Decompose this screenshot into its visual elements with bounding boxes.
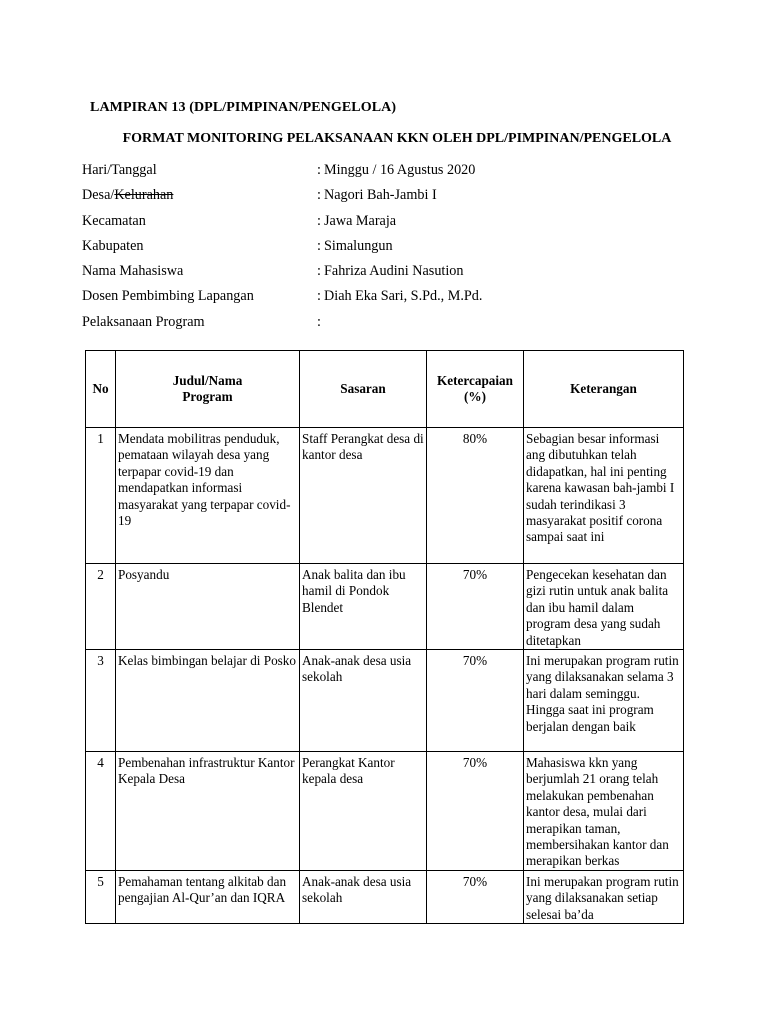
row-keterangan: Mahasiswa kkn yang berjumlah 21 orang telah melakukan pembenahan kantor desa, mulai dari merapikan taman, membersihakan kantor dan merapikan berkas	[524, 752, 684, 871]
form-title: FORMAT MONITORING PELAKSANAAN KKN OLEH DPL/PIMPINAN/PENGELOLA	[122, 131, 672, 146]
table-row	[86, 564, 684, 650]
header-sasaran: Sasaran	[300, 351, 427, 428]
row-judul: Mendata mobilitras penduduk, pemataan wilayah desa yang terpapar covid-19 dan mendapatkan informasi masyarakat yang terpapar covid-19	[116, 428, 300, 564]
monitoring-table	[85, 350, 684, 924]
row-no: 3	[86, 650, 116, 752]
row-no: 4	[86, 752, 116, 871]
desa-label	[82, 186, 173, 204]
row-judul: Kelas bimbingan belajar di Posko	[116, 650, 300, 752]
table-row	[86, 428, 684, 564]
row-no: 1	[86, 428, 116, 564]
info-row-mahasiswa	[82, 262, 642, 287]
header-judul-line2: Program	[182, 389, 233, 404]
table-row	[86, 752, 684, 871]
info-row-kecamatan	[82, 212, 642, 237]
kecamatan-value: Jawa Maraja	[324, 212, 397, 229]
hari-label: Hari/Tanggal	[82, 162, 157, 178]
table-header-row	[86, 351, 684, 428]
row-keterangan: Sebagian besar informasi ang dibutuhkan telah didapatkan, hal ini penting karena kawasan bah-jambi I sudah terindikasi 3 masyarakat positif corona sampai saat ini	[524, 428, 684, 564]
row-no: 5	[86, 870, 116, 923]
mahasiswa-colon: :	[317, 263, 321, 280]
info-block	[82, 161, 642, 338]
row-sasaran: Anak balita dan ibu hamil di Pondok Blendet	[300, 564, 427, 650]
dosen-value: Diah Eka Sari, S.Pd., M.Pd.	[324, 288, 483, 305]
kabupaten-value: Simalungun	[324, 237, 393, 254]
info-row-hari	[82, 161, 642, 186]
info-row-kabupaten	[82, 237, 642, 262]
row-ketercapaian: 80%	[427, 428, 524, 564]
pelaksanaan-label: Pelaksanaan Program	[82, 313, 205, 330]
header-capaian-line2: (%)	[464, 389, 486, 404]
header-ketercapaian	[427, 351, 524, 428]
info-row-desa	[82, 186, 642, 211]
desa-label-text: Desa/	[82, 187, 115, 204]
header-capaian-line1: Ketercapaian	[437, 372, 513, 388]
row-ketercapaian: 70%	[427, 650, 524, 752]
row-judul: Pembenahan infrastruktur Kantor Kepala Desa	[116, 752, 300, 871]
row-judul: Pemahaman tentang alkitab dan pengajian Al-Qur’an dan IQRA	[116, 870, 300, 923]
row-sasaran: Staff Perangkat desa di kantor desa	[300, 428, 427, 564]
hari-colon: :	[317, 162, 321, 178]
header-keterangan: Keterangan	[524, 351, 684, 428]
hari-value: Minggu / 16 Agustus 2020	[324, 162, 476, 178]
row-no: 2	[86, 564, 116, 650]
table-row	[86, 870, 684, 923]
row-keterangan: Pengecekan kesehatan dan gizi rutin untuk anak balita dan ibu hamil dalam program desa yang sudah ditetapkan	[524, 564, 684, 650]
pelaksanaan-colon: :	[317, 313, 321, 330]
lampiran-title: LAMPIRAN 13 (DPL/PIMPINAN/PENGELOLA)	[90, 100, 397, 115]
row-ketercapaian: 70%	[427, 870, 524, 923]
dosen-label: Dosen Pembimbing Lapangan	[82, 288, 254, 305]
kabupaten-colon: :	[317, 237, 321, 254]
table-row	[86, 650, 684, 752]
kecamatan-colon: :	[317, 212, 321, 229]
desa-colon: :	[317, 187, 321, 204]
row-keterangan: Ini merupakan program rutin yang dilaksanakan selama 3 hari dalam seminggu. Hingga saat ini program berjalan dengan baik	[524, 650, 684, 752]
kelurahan-struck-label: Kelurahan	[114, 187, 174, 204]
row-keterangan: Ini merupakan program rutin yang dilaksanakan setiap selesai ba’da	[524, 870, 684, 923]
header-judul-line1: Judul/Nama	[172, 372, 243, 388]
dosen-colon: :	[317, 288, 321, 305]
kabupaten-label: Kabupaten	[82, 237, 144, 254]
row-ketercapaian: 70%	[427, 564, 524, 650]
info-row-pelaksanaan	[82, 313, 642, 338]
row-sasaran: Anak-anak desa usia sekolah	[300, 650, 427, 752]
header-judul	[116, 351, 300, 428]
mahasiswa-value: Fahriza Audini Nasution	[324, 263, 464, 280]
desa-value: Nagori Bah-Jambi I	[324, 187, 437, 204]
mahasiswa-label: Nama Mahasiswa	[82, 263, 184, 280]
row-ketercapaian: 70%	[427, 752, 524, 871]
row-sasaran: Perangkat Kantor kepala desa	[300, 752, 427, 871]
row-sasaran: Anak-anak desa usia sekolah	[300, 870, 427, 923]
row-judul: Posyandu	[116, 564, 300, 650]
header-no: No	[86, 351, 116, 428]
kecamatan-label: Kecamatan	[82, 212, 146, 229]
info-row-dosen	[82, 287, 642, 312]
